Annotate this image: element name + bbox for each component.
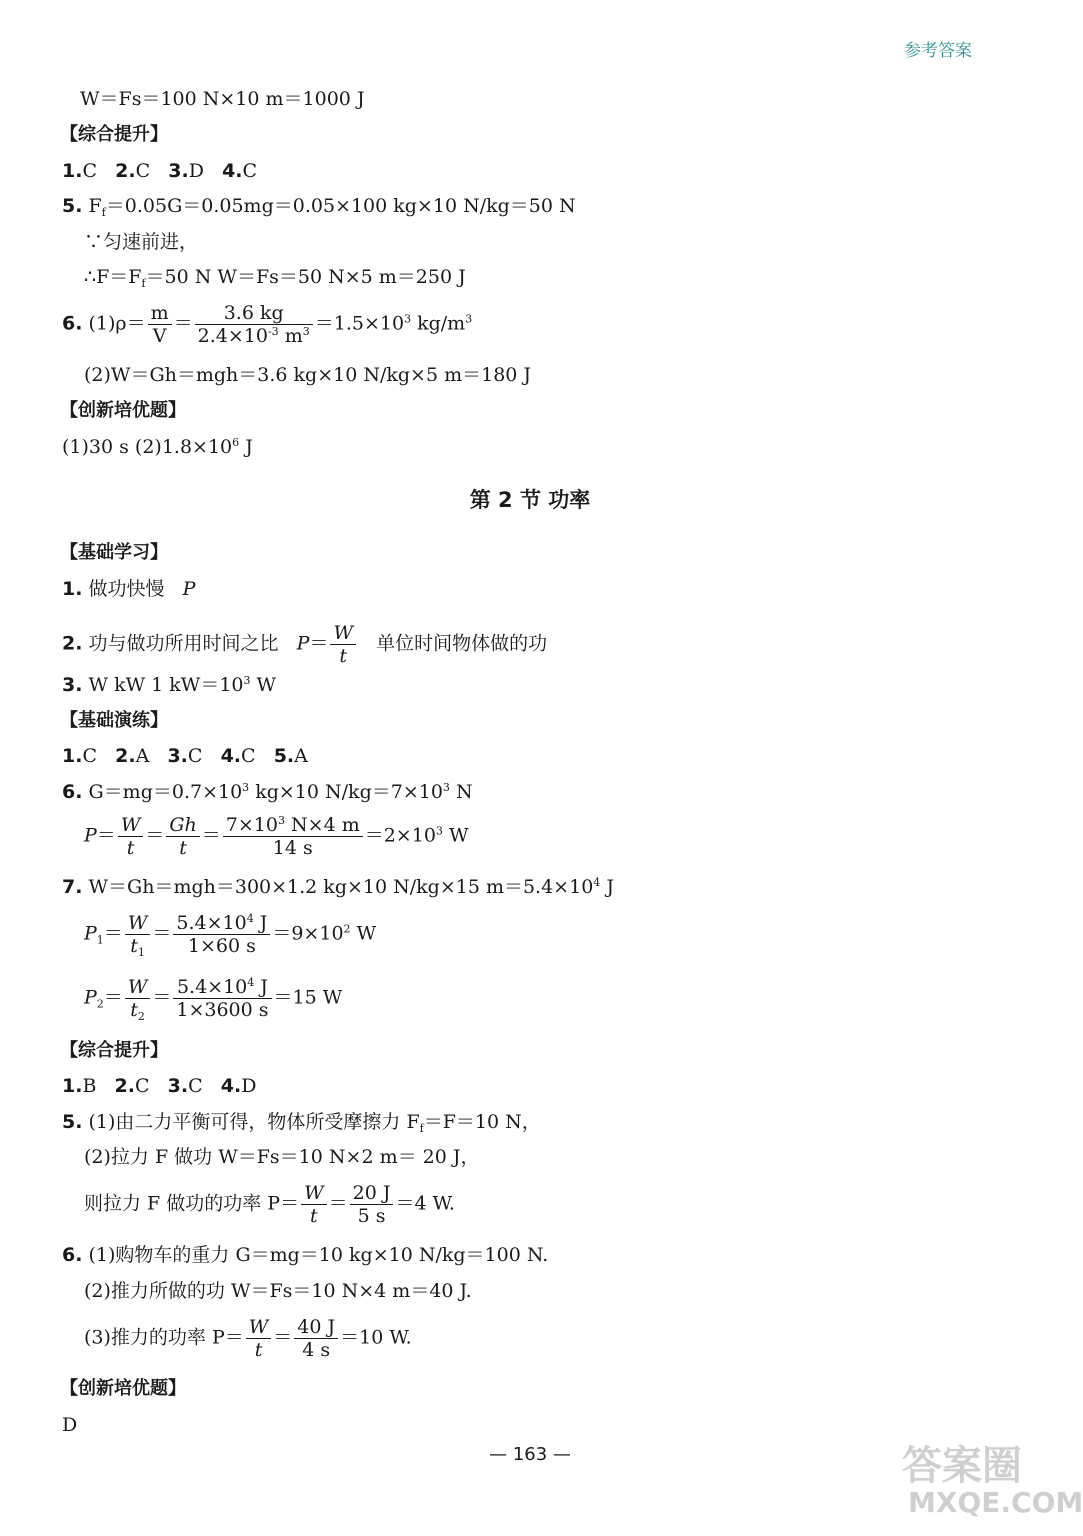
section-heading: 【综合提升】 <box>60 1040 168 1061</box>
q6-power-formula: P＝ $\frac{W}{t}$ ＝ $\frac{Gh}{t}$ ＝ $\frac{7\times 10^3 N\times 4 m}{14 s}$ $=2\times 10^3$ W <box>84 814 469 859</box>
q3-answer: 3. W kW 1 $kW=10^3$ W <box>62 674 277 696</box>
mc-answers-1: 1.C 2.C 3.D 4.C <box>62 160 258 182</box>
q5-line-b: ∵匀速前进， <box>84 231 199 253</box>
q5-line-c: $\therefore F=F_f=50$ N W＝Fs＝50 N×5 m＝250 J <box>84 266 466 290</box>
q5-work-line: (2)拉力 F 做功 W＝Fs＝10 N×2 m＝ 20 J， <box>84 1146 480 1168</box>
innovation-answer: (1)30 s $(2)1.8\times 10^6$ J <box>62 436 253 458</box>
q5-friction-line: 5. (1)由二力平衡可得，物体所受摩擦力 $F_f=F=10$ N， <box>62 1111 541 1135</box>
q7-power-1: $P_1=$ $\frac{W}{t_1}$ ＝ $\frac{5.4\times 10^4 J}{1\times 60 s}$ $=9\times 10^2$ W <box>84 912 377 959</box>
header-label: 参考答案 <box>904 41 972 61</box>
q7-power-2: $P_2=$ $\frac{W}{t_2}$ ＝ $\frac{5.4\times 10^4 J}{1\times 3600 s}$ ＝15 W <box>84 976 343 1023</box>
section-heading: 【创新培优题】 <box>60 1378 186 1399</box>
final-answer: D <box>62 1414 78 1436</box>
mc-answers-3: 1.B 2.C 3.C 4.D <box>62 1075 257 1097</box>
q6-cart-work: (2)推力所做的功 W＝Fs＝10 N×4 m＝40 J. <box>84 1280 472 1302</box>
q6-work-line: (2)W＝Gh＝mgh＝3.6 kg×10 N/kg×5 m＝180 J <box>84 364 532 386</box>
q6-gravity-line: 6. $G=mg=0.7\times 10^3$ kg×10 $N/kg=7\times 10^3$ N <box>62 781 473 803</box>
mc-answers-2: 1.C 2.A 3.C 4.C 5.A <box>62 745 308 767</box>
q5-line-a: 5. $F_f=0.05G=0.05mg=0.05\times 100$ kg×10 N/kg＝50 N <box>62 195 576 219</box>
section-heading: 【创新培优题】 <box>60 400 186 421</box>
page-number: — 163 — <box>489 1444 571 1465</box>
q7-work-line: 7. W＝Gh＝mgh＝300×1.2 kg×10 N/kg×15 $m=5.4\times 10^4$ J <box>62 876 614 898</box>
q6-cart-power: (3)推力的功率 P＝ $\frac{W}{t}$ ＝ $\frac{40 J}{4 s}$ ＝10 W. <box>84 1316 412 1361</box>
section-heading: 【综合提升】 <box>60 124 168 145</box>
q6-cart-gravity: 6. (1)购物车的重力 G＝mg＝10 kg×10 N/kg＝100 N. <box>62 1244 549 1266</box>
section-heading: 【基础学习】 <box>60 542 168 563</box>
q6-density-formula: 6. (1)ρ＝ $\frac{m}{V}$ ＝ $\frac{3.6 kg}{2.4\times 10^{-3} m^3}$ $=1.5\times 10^3$ $kg/m^3$ <box>62 302 473 347</box>
section-title: 第 2 节 功率 <box>469 488 591 512</box>
section-heading: 【基础演练】 <box>60 710 168 731</box>
work-line: W＝Fs＝100 N×10 m＝1000 J <box>80 88 365 110</box>
q2-answer: 2. 功与做功所用时间之比 P＝ $\frac{W}{t}$ 单位时间物体做的功 <box>62 622 548 667</box>
q5-power-line: 则拉力 F 做功的功率 P＝ $\frac{W}{t}$ ＝ $\frac{20 J}{5 s}$ ＝4 W. <box>84 1182 455 1227</box>
watermark-logo: 答案圈 MXQE.COM <box>902 1443 1083 1519</box>
q1-answer: 1. 做功快慢 P <box>62 578 196 600</box>
